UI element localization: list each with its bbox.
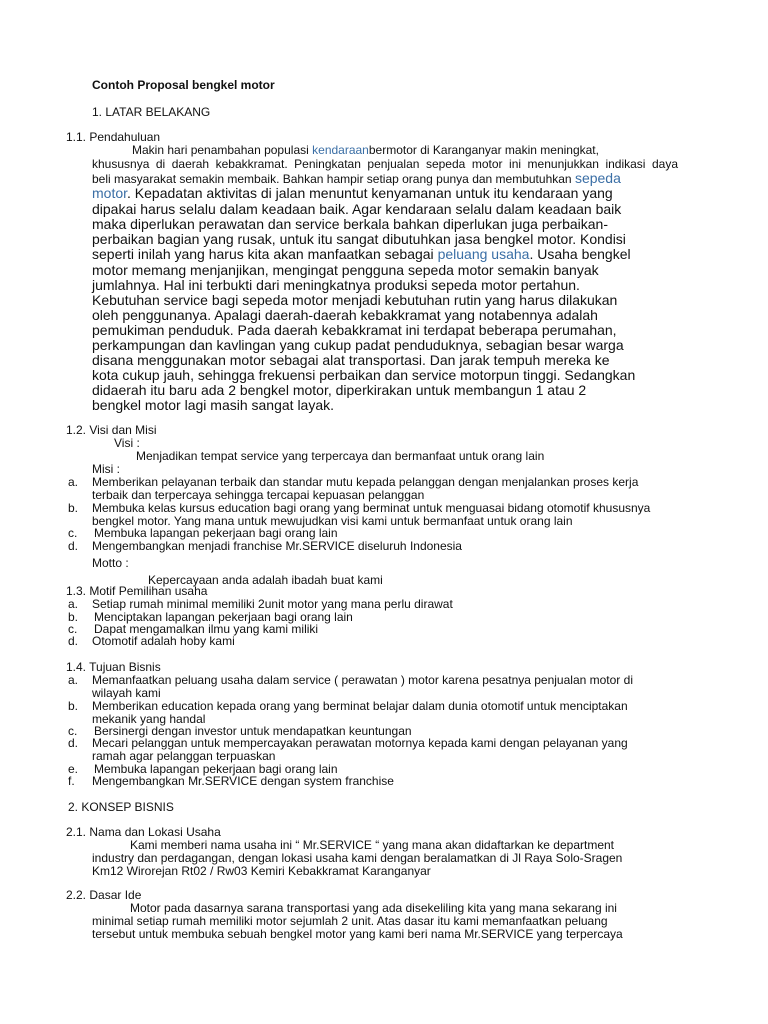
link-sepeda[interactable]: sepeda — [574, 170, 621, 186]
list-item: Memberikan pelayanan terbaik dan standar mutu kepada pelanggan dengan menjalankan proses kerja — [92, 475, 639, 489]
list-marker: d. — [68, 736, 79, 750]
paragraph-line: Motor pada dasarnya sarana transportasi yang ada disekeliling kita yang mana sekarang ini — [130, 901, 617, 915]
list-item: Mengembangkan Mr.SERVICE dengan system franchise — [92, 774, 394, 788]
list-item: Memanfaatkan peluang usaha dalam service ( perawatan ) motor karena pesatnya penjualan motor di — [92, 673, 633, 687]
subsection-heading: 2.1. Nama dan Lokasi Usaha — [66, 825, 221, 839]
list-marker: b. — [68, 699, 79, 713]
document-title: Contoh Proposal bengkel motor — [92, 78, 275, 92]
paragraph-line: kota cukup jauh, sehingga frekuensi perbaikan dan service motorpun tinggi. Sedangkan — [92, 367, 636, 383]
paragraph-line: disana menggunakan motor sebagai alat transportasi. Dan jarak tempuh mereka ke — [92, 352, 610, 368]
paragraph-line: perkampungan dan kavlingan yang cukup padat penduduknya, sebagian besar warga — [92, 337, 624, 353]
subsection-heading: 1.1. Pendahuluan — [66, 130, 161, 144]
visi-text: Menjadikan tempat service yang terpercaya dan bermanfaat untuk orang lain — [136, 449, 545, 463]
paragraph-line: jumlahnya. Hal ini terbukti dari meningkatnya produksi sepeda motor pertahun. — [92, 277, 580, 293]
subsection-heading: 1.2. Visi dan Misi — [66, 423, 157, 437]
list-item: Otomotif adalah hoby kami — [92, 634, 235, 648]
subsection-heading: 2.2. Dasar Ide — [66, 888, 142, 902]
paragraph-line: perbaikan bagian yang rusak, untuk itu sangat dibutuhkan jasa bengkel motor. Kondisi — [92, 231, 626, 247]
list-marker: a. — [68, 597, 79, 611]
list-marker: d. — [68, 634, 79, 648]
paragraph-line: dipakai harus selalu dalam keadaan baik. Agar kendaraan selalu dalam keadaan baik — [92, 201, 622, 217]
paragraph-line: Makin hari penambahan populasi kendaraanbermotor di Karanganyar makin meningkat, — [132, 143, 599, 157]
link-motor[interactable]: motor — [92, 185, 128, 201]
list-item: Menciptakan lapangan pekerjaan bagi orang lain — [94, 610, 353, 624]
list-marker: d. — [68, 539, 79, 553]
list-item: terbaik dan terpercaya sehingga tercapai kepuasan pelanggan — [92, 488, 425, 502]
list-marker: b. — [68, 501, 79, 515]
paragraph-line: beli masyarakat semakin membaik. Bahkan hampir setiap orang punya dan membutuhkan sepeda — [92, 170, 621, 186]
section-heading: 1. LATAR BELAKANG — [92, 105, 211, 119]
paragraph-line: oleh penggunanya. Apalagi daerah-daerah kebakkramat yang notabennya adalah — [92, 307, 598, 323]
visi-label: Visi : — [114, 436, 140, 450]
section-heading: 2. KONSEP BISNIS — [68, 800, 174, 814]
paragraph-line: minimal setiap rumah memiliki motor sejumlah 2 unit. Atas dasar itu kami memanfaatkan peluang — [92, 914, 608, 928]
paragraph-line: Km12 Wirorejan Rt02 / Rw03 Kemiri Kebakkramat Karanganyar — [92, 864, 431, 878]
paragraph-line: tersebut untuk membuka sebuah bengkel motor yang kami beri nama Mr.SERVICE yang terpercaya — [92, 927, 623, 941]
link-peluang-usaha[interactable]: peluang usaha — [437, 246, 530, 262]
list-marker: c. — [68, 622, 78, 636]
list-marker: e. — [68, 762, 79, 776]
list-item: Bersinergi dengan investor untuk mendapatkan keuntungan — [94, 724, 412, 738]
paragraph-line: Kami memberi nama usaha ini “ Mr.SERVICE “ yang mana akan didaftarkan ke department — [130, 838, 615, 852]
list-marker: c. — [68, 526, 78, 540]
list-marker: f. — [68, 774, 75, 788]
list-item: Dapat mengamalkan ilmu yang kami miliki — [94, 622, 319, 636]
paragraph-line: khususnya di daerah kebakkramat. Peningkatan penjualan sepeda motor ini menunjukkan indikasi daya — [92, 157, 678, 171]
paragraph-line: motor memang menjanjikan, mengingat pengguna sepeda motor semakin banyak — [92, 262, 599, 278]
subsection-heading: 1.3. Motif Pemilihan usaha — [66, 584, 208, 598]
list-item: Mecari pelanggan untuk mempercayakan perawatan motornya kepada kami dengan pelayanan yang — [92, 736, 628, 750]
list-item: Membuka lapangan pekerjaan bagi orang lain — [94, 762, 338, 776]
link-kendaraan[interactable]: kendaraan — [312, 143, 369, 157]
list-item: mekanik yang handal — [92, 712, 206, 726]
paragraph-line: seperti inilah yang harus kita akan manfaatkan sebagai peluang usaha. Usaha bengkel — [92, 246, 631, 262]
paragraph-line: Kebutuhan service bagi sepeda motor menjadi kebutuhan rutin yang harus dilakukan — [92, 292, 618, 308]
paragraph-line: bengkel motor lagi masih sangat layak. — [92, 397, 335, 413]
subsection-heading: 1.4. Tujuan Bisnis — [66, 660, 161, 674]
list-item: Mengembangkan menjadi franchise Mr.SERVICE diseluruh Indonesia — [92, 539, 462, 553]
misi-label: Misi : — [92, 462, 120, 476]
list-item: Membuka lapangan pekerjaan bagi orang lain — [94, 526, 338, 540]
list-marker: b. — [68, 610, 79, 624]
list-item: Setiap rumah minimal memiliki 2unit motor yang mana perlu dirawat — [92, 597, 453, 611]
list-marker: a. — [68, 673, 79, 687]
list-marker: c. — [68, 724, 78, 738]
paragraph-line: industry dan perdagangan, dengan lokasi usaha kami dengan beralamatkan di Jl Raya Solo-Sragen — [92, 851, 623, 865]
paragraph-line: didaerah itu baru ada 2 bengkel motor, diperkirakan untuk membangun 1 atau 2 — [92, 382, 587, 398]
motto-text: Kepercayaan anda adalah ibadah buat kami — [148, 573, 383, 587]
paragraph-line: pemukiman penduduk. Pada daerah kebakkramat ini terdapat beberapa perumahan, — [92, 322, 617, 338]
list-item: ramah agar pelanggan terpuaskan — [92, 749, 276, 763]
list-marker: a. — [68, 475, 79, 489]
list-item: Membuka kelas kursus education bagi orang yang berminat untuk menguasai bidang otomotif khususnya — [92, 501, 651, 515]
paragraph-line: motor. Kepadatan aktivitas di jalan menuntut kenyamanan untuk itu kendaraan yang — [92, 185, 613, 201]
list-item: wilayah kami — [92, 686, 161, 700]
list-item: Memberikan education kepada orang yang berminat belajar dalam dunia otomotif untuk menciptakan — [92, 699, 628, 713]
motto-label: Motto : — [92, 556, 129, 570]
paragraph-line: maka diperlukan perawatan dan service berkala bahkan diperlukan juga perbaikan- — [92, 216, 608, 232]
list-item: bengkel motor. Yang mana untuk mewujudkan visi kami untuk bermanfaat untuk orang lain — [92, 514, 573, 528]
